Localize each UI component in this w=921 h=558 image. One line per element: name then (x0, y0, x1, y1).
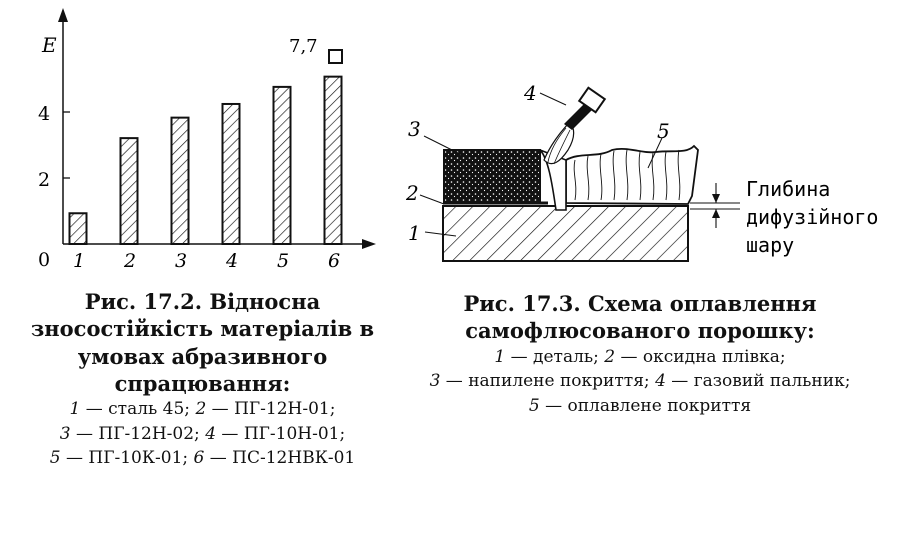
fig-17-2-chart (0, 0, 400, 280)
bar-3 (172, 118, 189, 244)
depth-label-line-1: Глибина (746, 177, 831, 201)
flame (544, 122, 574, 164)
bar-2 (121, 138, 138, 244)
legend-text: — оплавлене покриття (539, 395, 752, 416)
label-4: 4 (524, 81, 537, 105)
legend-text: — оксидна плівка; (615, 346, 786, 367)
fig-17-3-caption-title: Рис. 17.3. Схема оплавлення самофлюсованого порошку: (463, 291, 817, 344)
label-3: 3 (408, 117, 421, 141)
legend-text: — ПГ-10Н-01; (216, 423, 346, 444)
x-tick-label-1: 1 (73, 250, 86, 272)
legend-number: 4 (205, 423, 217, 444)
legend-number: 4 (655, 371, 666, 392)
fig-17-2-caption-title: Рис. 17.2. Відносна зносостійкість матеріалів в умовах абразивного спрацювання: (30, 289, 375, 396)
legend-number: 3 (429, 371, 441, 392)
bar-1 (70, 213, 87, 244)
depth-label-line-3: шару (746, 233, 795, 257)
depth-arrow-top (712, 194, 720, 203)
legend-text: — ПГ-12Н-02; (70, 423, 206, 444)
depth-dimension (690, 183, 740, 228)
fig-17-2-caption (20, 288, 385, 471)
y-axis-label: E (42, 33, 57, 57)
legend-number: 2 (195, 399, 207, 420)
fig-17-3-legend (400, 345, 880, 419)
x-tick-label-2: 2 (124, 250, 137, 272)
legend-text: — газовий пальник; (665, 371, 851, 392)
y-tick-label-2: 2 (38, 169, 51, 191)
legend-text: — сталь 45; (80, 399, 196, 420)
y-tick-label-4: 4 (38, 103, 51, 125)
x-tick-label-6: 6 (328, 250, 341, 272)
gas-torch (564, 88, 605, 130)
annotation-label-6: 7,7 (289, 36, 318, 57)
legend-number: 6 (193, 448, 205, 469)
y-axis-arrow (58, 8, 68, 22)
legend-number: 1 (494, 346, 506, 367)
depth-label-line-2: дифузійного (746, 205, 879, 229)
legend-text: — напилене покриття; (440, 371, 656, 392)
legend-number: 3 (59, 423, 71, 444)
label-5: 5 (657, 119, 670, 143)
legend-text: — ПГ-10К-01; (60, 448, 194, 469)
legend-text: — деталь; (505, 346, 605, 367)
x-tick-label-3: 3 (175, 250, 188, 272)
bar-4 (223, 104, 240, 244)
x-tick-label-4: 4 (226, 250, 239, 272)
legend-number: 5 (49, 448, 61, 469)
legend-number: 5 (528, 395, 540, 416)
x-axis-arrow (362, 239, 376, 249)
sprayed-coating (444, 150, 540, 202)
legend-number: 2 (604, 346, 616, 367)
x-tick-label-5: 5 (277, 250, 290, 272)
label-2: 2 (406, 181, 419, 205)
legend-number: 1 (69, 399, 81, 420)
fig-17-2-legend (20, 397, 385, 471)
legend-text: — ПС-12НВК-01 (204, 448, 356, 469)
fig-17-3-caption (400, 290, 880, 419)
bars-group (70, 36, 343, 272)
depth-arrow-bottom (712, 209, 720, 218)
fig-17-3-diagram (400, 0, 880, 285)
substrate-part (443, 206, 688, 261)
legend-text: — ПГ-12Н-01; (206, 399, 336, 420)
overflow-marker-6 (329, 50, 342, 63)
bar-6 (325, 77, 342, 244)
bar-5 (274, 87, 291, 244)
y-tick-label-0: 0 (38, 249, 51, 271)
label-1: 1 (408, 221, 421, 245)
